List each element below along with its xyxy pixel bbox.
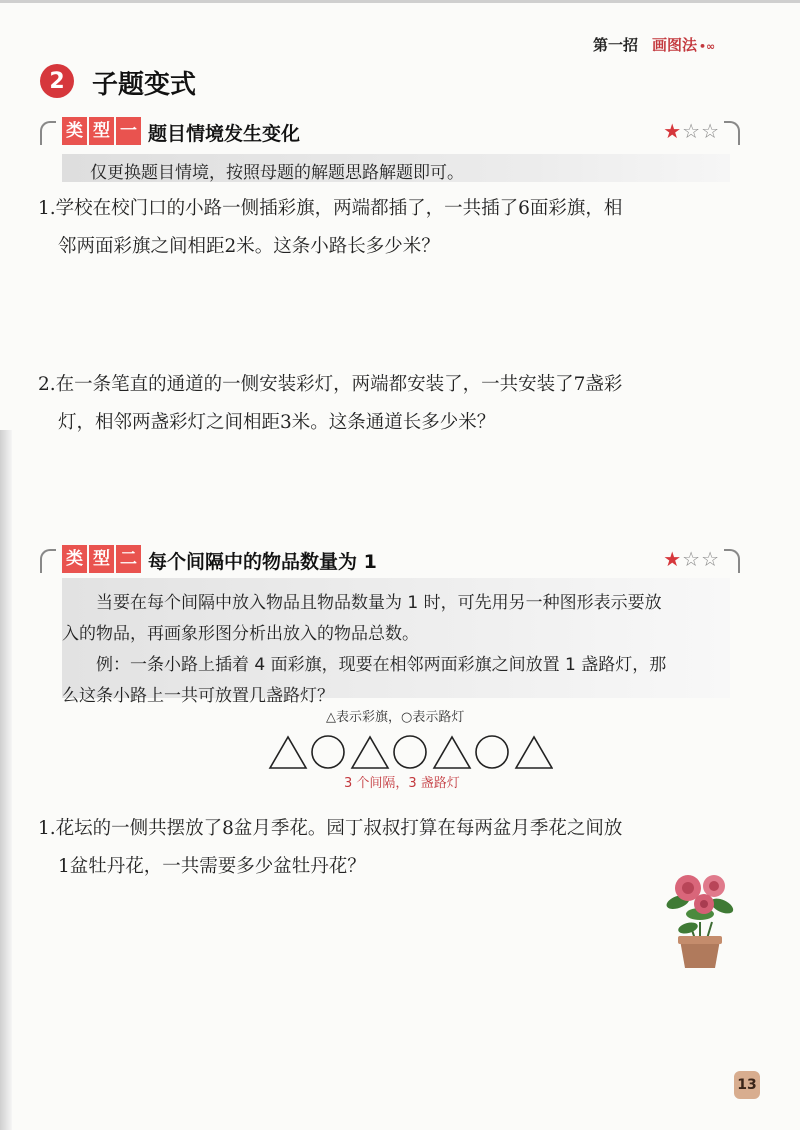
type2-header xyxy=(40,545,740,575)
star-empty-icon: ☆ xyxy=(701,547,720,571)
flag-triangle-icon xyxy=(352,737,388,768)
type2-title: 每个间隔中的物品数量为 1 xyxy=(148,551,377,573)
lamp-circle-icon xyxy=(312,736,344,768)
page-number: 13 xyxy=(734,1071,760,1099)
example-line: 例：一条小路上插着 4 面彩旗，现要在相邻两面彩旗之间放置 1 盏路灯，那 xyxy=(96,655,667,675)
type1-badge xyxy=(62,117,143,145)
question-number: 1. xyxy=(38,198,56,219)
chapter-header xyxy=(593,34,715,55)
lamp-circle-icon xyxy=(394,736,426,768)
badge-char: 类 xyxy=(62,545,87,573)
question-text: 在一条笔直的通道的一侧安装彩灯，两端都安装了，一共安装了7盏彩 xyxy=(55,374,623,395)
top-border xyxy=(0,0,800,3)
header-dots-icon: •∞ xyxy=(699,40,716,53)
star-filled-icon: ★ xyxy=(663,547,683,571)
question-text: 灯，相邻两盏彩灯之间相距3米。这条通道长多少米？ xyxy=(58,412,496,433)
type2-badge xyxy=(62,545,143,573)
diagram-legend: △表示彩旗，○表示路灯 xyxy=(326,710,465,725)
lamp-circle-icon xyxy=(476,736,508,768)
flag-triangle-icon xyxy=(270,737,306,768)
flag-triangle-icon xyxy=(516,737,552,768)
bracket-left-icon xyxy=(40,121,56,145)
flower-pot-illustration xyxy=(660,862,740,972)
bracket-right-icon xyxy=(724,121,740,145)
type1-title: 题目情境发生变化 xyxy=(148,123,301,145)
star-empty-icon: ☆ xyxy=(682,119,702,143)
bracket-left-icon xyxy=(40,549,56,573)
question-text: 1盆牡丹花，一共需要多少盆牡丹花？ xyxy=(58,856,366,877)
type1-difficulty-stars xyxy=(663,119,720,143)
question-number: 2. xyxy=(38,374,56,395)
question-text: 花坛的一侧共摆放了8盆月季花。园丁叔叔打算在每两盆月季花之间放 xyxy=(55,818,623,839)
diagram-caption: 3 个间隔，3 盏路灯 xyxy=(344,776,460,791)
badge-char: 型 xyxy=(89,545,114,573)
method-label: 画图法 xyxy=(652,36,698,54)
question-3 xyxy=(38,810,758,886)
type2-explanation xyxy=(62,588,752,712)
question-text: 邻两面彩旗之间相距2米。这条小路长多少米？ xyxy=(58,236,440,257)
star-empty-icon: ☆ xyxy=(682,547,702,571)
question-2 xyxy=(38,366,758,442)
question-1 xyxy=(38,190,758,266)
explanation-line: 当要在每个间隔中放入物品且物品数量为 1 时，可先用另一种图形表示要放 xyxy=(96,593,662,613)
flag-triangle-icon xyxy=(434,737,470,768)
explanation-line: 入的物品，再画象形图分析出放入的物品总数。 xyxy=(62,624,419,644)
badge-char: 型 xyxy=(89,117,114,145)
question-text: 学校在校门口的小路一侧插彩旗，两端都插了，一共插了6面彩旗，相 xyxy=(55,198,623,219)
example-line: 么这条小路上一共可放置几盏路灯？ xyxy=(62,686,334,706)
badge-char: 类 xyxy=(62,117,87,145)
section-number-badge: 2 xyxy=(40,64,74,98)
chapter-label: 第一招 xyxy=(593,36,639,54)
type1-tip: 仅更换题目情境，按照母题的解题思路解题即可。 xyxy=(90,163,464,183)
page-edge-shadow xyxy=(0,430,12,1130)
question-number: 1. xyxy=(38,818,56,839)
type2-difficulty-stars xyxy=(663,547,720,571)
badge-char: 一 xyxy=(116,117,141,145)
type1-header xyxy=(40,117,740,147)
bracket-right-icon xyxy=(724,549,740,573)
star-empty-icon: ☆ xyxy=(701,119,720,143)
badge-char: 二 xyxy=(116,545,141,573)
section-title: 子题变式 xyxy=(92,70,197,100)
star-filled-icon: ★ xyxy=(663,119,683,143)
flag-lamp-diagram xyxy=(268,735,553,771)
